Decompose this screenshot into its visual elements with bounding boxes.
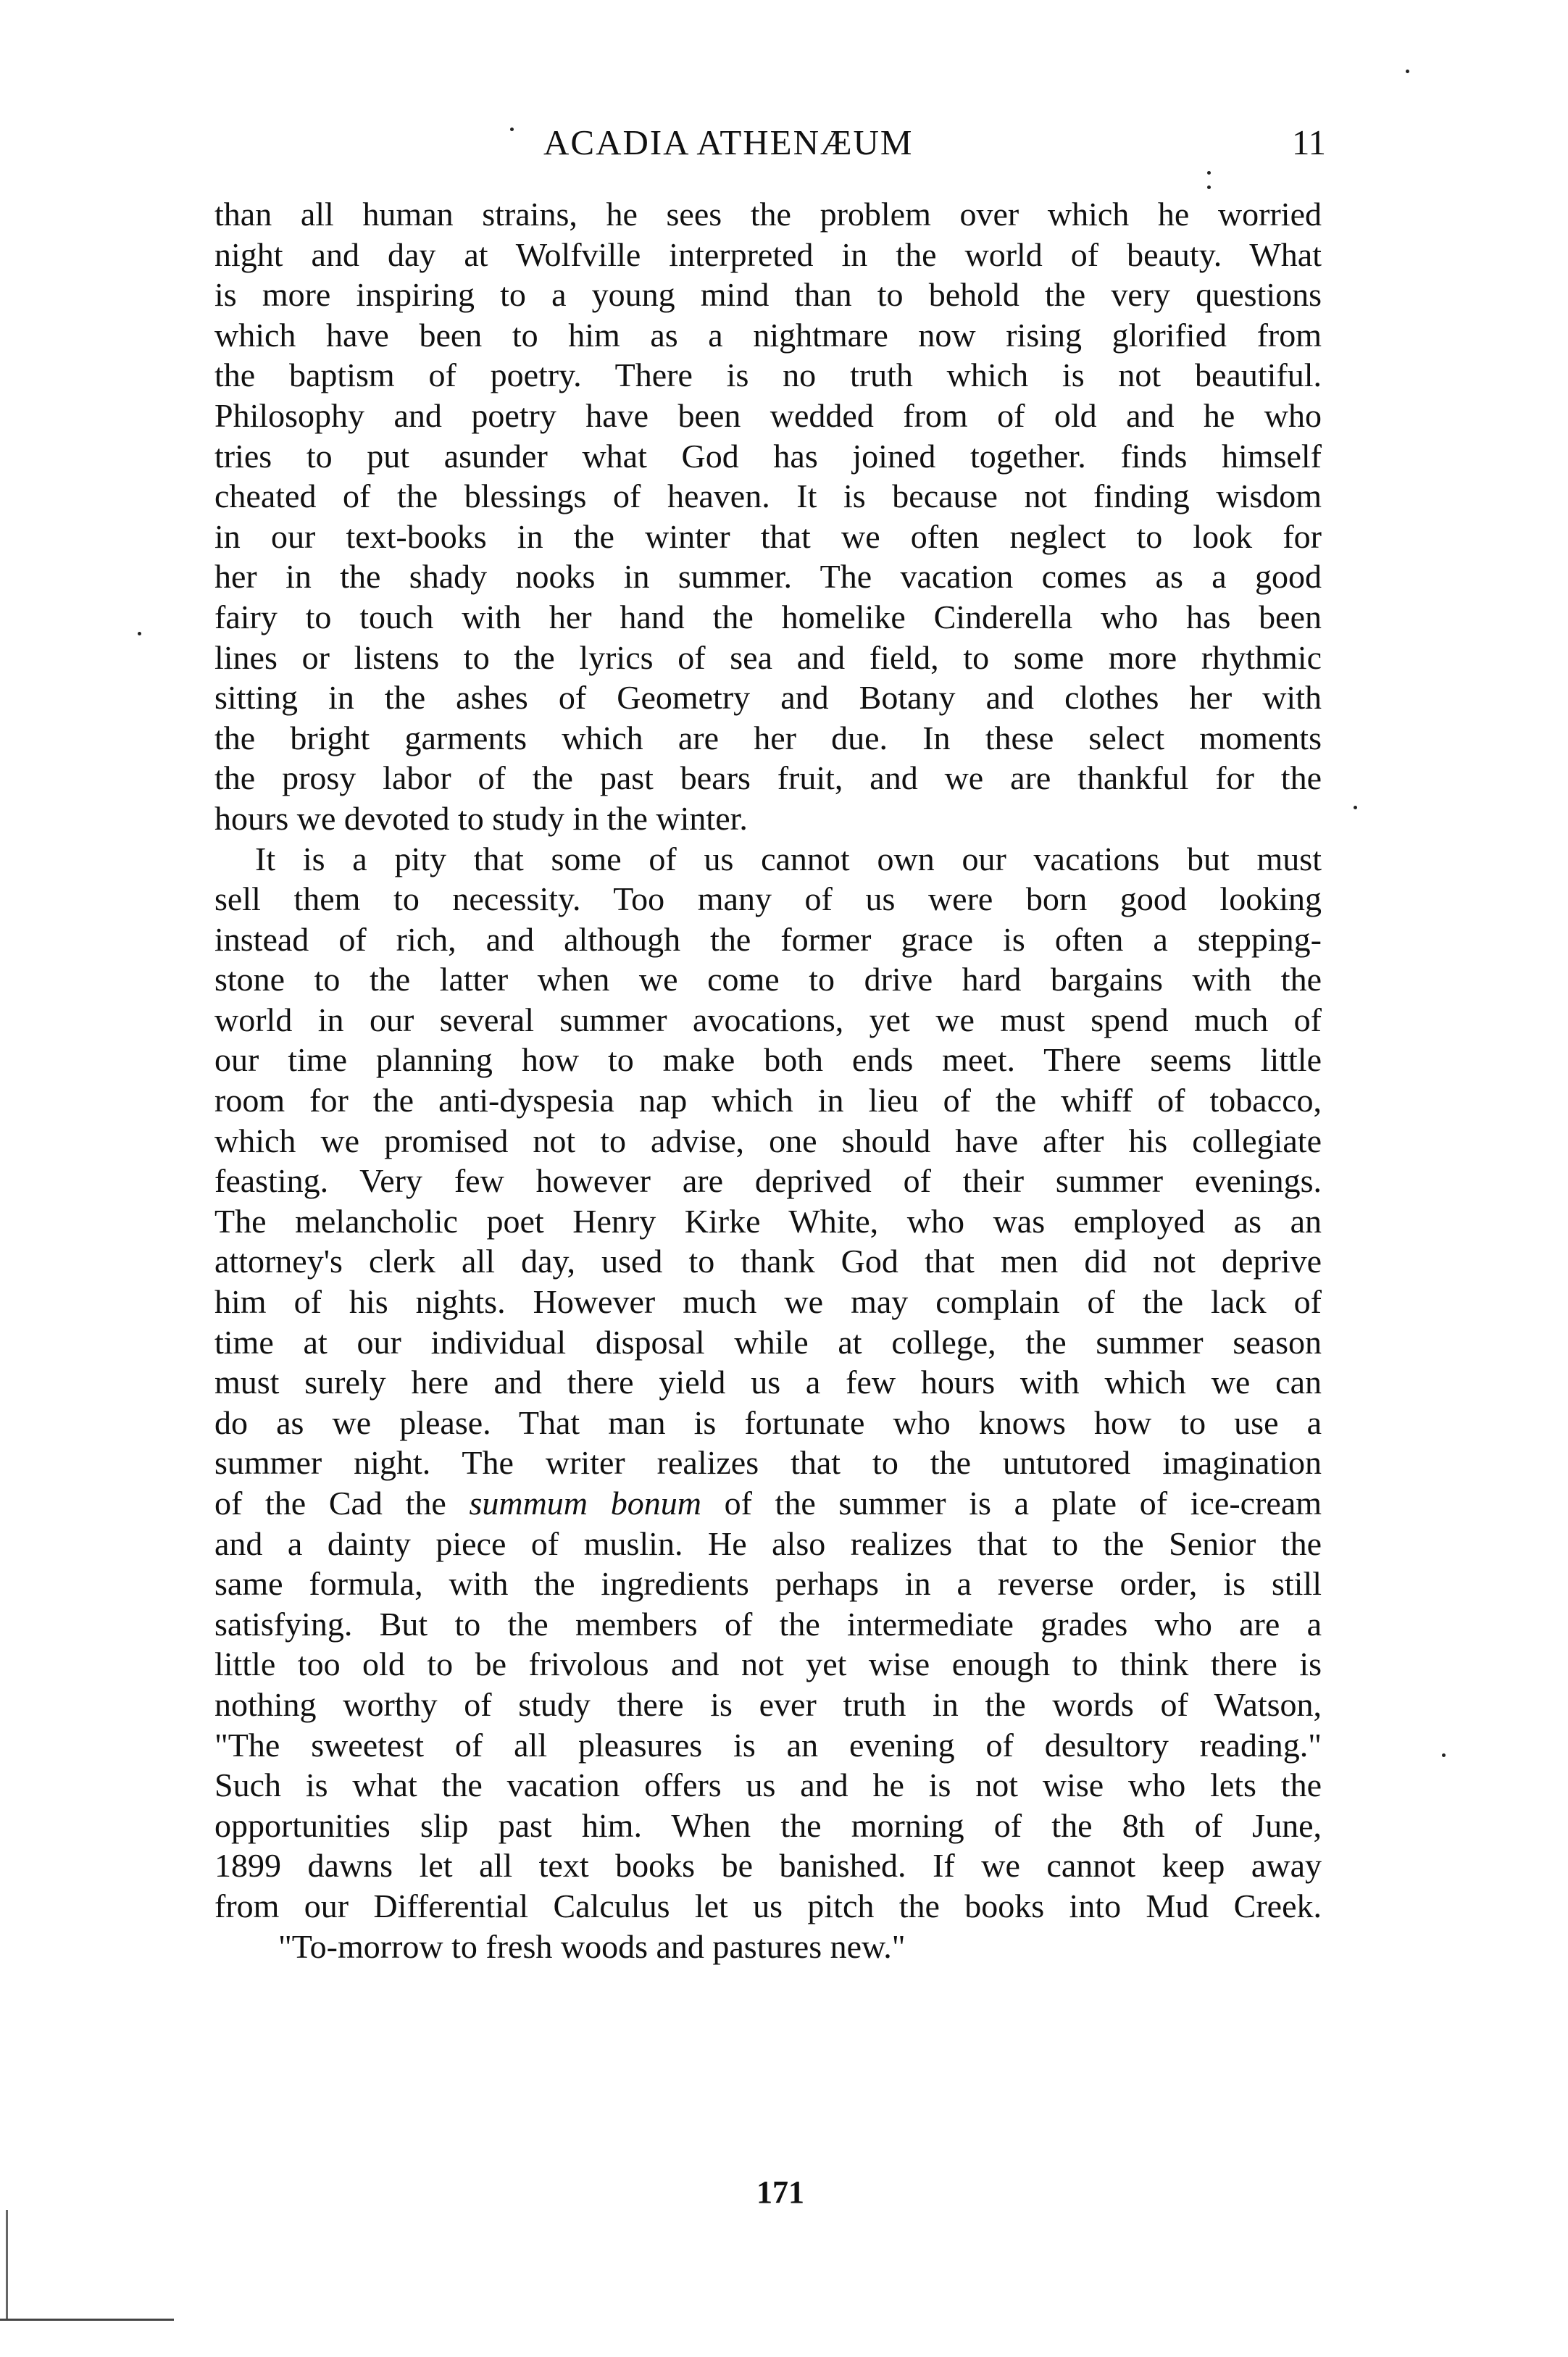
text-line: Philosophy and poetry have been wedded from of old and he who xyxy=(214,396,1322,434)
text-line: must surely here and there yield us a few hours with which we can xyxy=(214,1364,1322,1401)
text-line: the bright garments which are her due. In these select moments xyxy=(214,719,1322,756)
text-line: sitting in the ashes of Geometry and Botany and clothes her with xyxy=(214,679,1322,717)
text-line: from our Differential Calculus let us pitch the books into Mud Creek. xyxy=(214,1887,1322,1924)
text-line: is more inspiring to a young mind than to behold the very questions xyxy=(214,276,1322,314)
text-line: room for the anti-dyspesia nap which in lieu of the whiff of tobacco, xyxy=(214,1082,1322,1119)
text-line: fairy to touch with her hand the homelike Cinderella who has been xyxy=(214,598,1322,635)
text-line: lines or listens to the lyrics of sea and field, to some more rhythmic xyxy=(214,638,1322,676)
running-header xyxy=(210,122,1326,172)
text-line: satisfying. But to the members of the intermediate grades who are a xyxy=(214,1605,1322,1643)
scan-speck xyxy=(1354,806,1357,809)
header-page-number: 11 xyxy=(1291,122,1326,162)
text-line: cheated of the blessings of heaven. It is because not finding wisdom xyxy=(214,477,1322,515)
text-line: the baptism of poetry. There is no truth which is not beautiful. xyxy=(214,356,1322,394)
text-line: world in our several summer avocations, yet we must spend much of xyxy=(214,1001,1322,1038)
closing-quotation: "To-morrow to fresh woods and pastures new." xyxy=(278,1927,906,1965)
text-line: summer night. The writer realizes that to the untutored imagination xyxy=(214,1444,1322,1482)
text-line: of the Cad the summum bonum of the summer is a plate of ice-cream xyxy=(214,1485,1322,1522)
text-line: in our text-books in the winter that we often neglect to look for xyxy=(214,517,1322,555)
text-line: 1899 dawns let all text books be banished. If we cannot keep away xyxy=(214,1847,1322,1885)
text-line: hours we devoted to study in the winter. xyxy=(214,799,748,837)
text-line: little too old to be frivolous and not yet wise enough to think there is xyxy=(214,1645,1322,1683)
text-line: same formula, with the ingredients perhaps in a reverse order, is still xyxy=(214,1565,1322,1603)
scan-edge-left xyxy=(6,2210,8,2319)
text-line: her in the shady nooks in summer. The vacation comes as a good xyxy=(214,558,1322,596)
text-line: tries to put asunder what God has joined together. finds himself xyxy=(214,437,1322,475)
text-line: nothing worthy of study there is ever truth in the words of Watson, xyxy=(214,1685,1322,1723)
text-line: than all human strains, he sees the problem over which he worried xyxy=(214,196,1322,233)
scan-edge-bottom xyxy=(0,2319,174,2321)
text-line: stone to the latter when we come to drive hard bargains with the xyxy=(214,961,1322,998)
text-line: night and day at Wolfville interpreted in the world of beauty. What xyxy=(214,235,1322,273)
text-line: which we promised not to advise, one should have after his collegiate xyxy=(214,1122,1322,1159)
text-line: which have been to him as a nightmare now rising glorified from xyxy=(214,316,1322,354)
scan-speck xyxy=(138,632,141,635)
text-line: the prosy labor of the past bears fruit, and we are thankful for the xyxy=(214,759,1322,797)
text-line: do as we please. That man is fortunate who knows how to use a xyxy=(214,1403,1322,1441)
text-line: him of his nights. However much we may complain of the lack of xyxy=(214,1283,1322,1321)
scan-speck xyxy=(1442,1753,1446,1757)
text-line: The melancholic poet Henry Kirke White, who was employed as an xyxy=(214,1202,1322,1240)
text-line: feasting. Very few however are deprived of their summer evenings. xyxy=(214,1162,1322,1200)
scan-speck xyxy=(1406,70,1409,73)
scan-speck xyxy=(1207,171,1211,175)
text-line: It is a pity that some of us cannot own our vacations but must xyxy=(255,840,1322,877)
text-line: opportunities slip past him. When the morning of the 8th of June, xyxy=(214,1806,1322,1844)
text-line: attorney's clerk all day, used to thank God that men did not deprive xyxy=(214,1243,1322,1280)
text-line: our time planning how to make both ends meet. There seems little xyxy=(214,1041,1322,1079)
article-body xyxy=(214,194,1322,1966)
text-line: sell them to necessity. Too many of us were born good looking xyxy=(214,880,1322,918)
text-line: time at our individual disposal while at college, the summer season xyxy=(214,1323,1322,1361)
journal-title: ACADIA ATHENÆUM xyxy=(543,122,914,162)
footer-page-number: 171 xyxy=(756,2174,804,2210)
text-line: Such is what the vacation offers us and he is not wise who lets the xyxy=(214,1766,1322,1804)
latin-phrase: summum bonum xyxy=(469,1485,701,1522)
text-line: "The sweetest of all pleasures is an evening of desultory reading." xyxy=(214,1726,1322,1764)
scan-speck xyxy=(510,128,514,131)
scan-speck xyxy=(1207,185,1211,189)
text-line: instead of rich, and although the former grace is often a stepping- xyxy=(214,920,1322,958)
text-line: and a dainty piece of muslin. He also realizes that to the Senior the xyxy=(214,1524,1322,1562)
